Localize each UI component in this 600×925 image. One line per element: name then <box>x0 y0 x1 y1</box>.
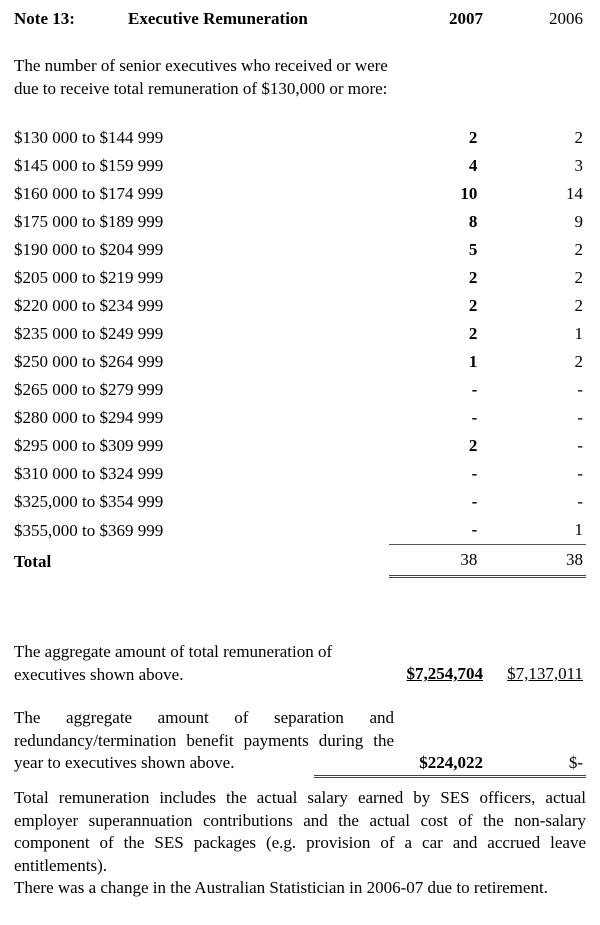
band-value-2006: - <box>577 408 583 427</box>
table-total-row <box>14 545 586 577</box>
table-row <box>14 404 586 432</box>
note-number-label: Note 13: <box>14 9 75 28</box>
band-value-2007: 2 <box>468 436 478 455</box>
band-value-2007: - <box>471 520 478 539</box>
closing-paragraph-1: Total remuneration includes the actual salary earned by SES officers, actual employer superannuation contributions and the actual cost of the non-salary component of the SES packages (e.g. provision of a car and accrued leave entitlements). <box>14 788 586 875</box>
column-header-2007: 2007 <box>449 9 483 28</box>
band-value-2007: - <box>471 464 478 483</box>
band-value-2006: - <box>577 492 583 511</box>
band-value-2007: - <box>471 380 478 399</box>
band-value-2006: 2 <box>574 296 583 315</box>
band-label: $250 000 to $264 999 <box>14 352 164 371</box>
aggregate-total-text: The aggregate amount of total remuneration of executives shown above. <box>14 642 333 684</box>
band-value-2006: 2 <box>574 240 583 259</box>
table-row <box>14 292 586 320</box>
note-header <box>14 8 586 32</box>
band-value-2007: 2 <box>468 128 478 147</box>
table-row <box>14 348 586 376</box>
band-value-2006: 9 <box>574 212 583 231</box>
aggregate-separation-2007: $224,022 <box>314 752 487 778</box>
band-label: $280 000 to $294 999 <box>14 408 164 427</box>
band-value-2006: 2 <box>574 128 583 147</box>
aggregate-separation-text: The aggregate amount of separation and redundancy/termination benefit payments during the year to executives shown above. <box>14 708 394 772</box>
band-value-2007: 2 <box>468 268 478 287</box>
table-row <box>14 264 586 292</box>
column-header-2006: 2006 <box>549 9 583 28</box>
total-label: Total <box>14 551 52 571</box>
band-value-2007: - <box>471 408 478 427</box>
band-value-2006: - <box>577 464 583 483</box>
table-row <box>14 124 586 152</box>
band-value-2007: 2 <box>468 296 478 315</box>
total-value-2006: 38 <box>481 545 586 577</box>
table-row <box>14 432 586 460</box>
band-label: $205 000 to $219 999 <box>14 268 164 287</box>
closing-paragraph-2: There was a change in the Australian Statistician in 2006-07 due to retirement. <box>14 878 548 897</box>
band-value-2006: 2 <box>574 352 583 371</box>
band-value-2006: - <box>577 380 583 399</box>
band-value-2006: 1 <box>574 520 583 539</box>
total-value-2007: 38 <box>389 545 482 577</box>
band-label: $310 000 to $324 999 <box>14 464 164 483</box>
band-value-2007: 10 <box>460 184 478 203</box>
band-value-2006: 14 <box>566 184 583 203</box>
band-value-2007: 2 <box>468 324 478 343</box>
band-label: $190 000 to $204 999 <box>14 240 164 259</box>
band-value-2006: 2 <box>574 268 583 287</box>
table-row <box>14 208 586 236</box>
band-label: $355,000 to $369 999 <box>14 520 164 540</box>
band-value-2007: 5 <box>468 240 478 259</box>
band-label: $325,000 to $354 999 <box>14 492 164 511</box>
band-table-body <box>14 124 586 577</box>
band-label: $130 000 to $144 999 <box>14 128 164 147</box>
band-label: $175 000 to $189 999 <box>14 212 164 231</box>
table-row <box>14 152 586 180</box>
page-title: Executive Remuneration <box>128 9 308 28</box>
band-label: $145 000 to $159 999 <box>14 156 164 175</box>
intro-paragraph: The number of senior executives who received or were due to receive total remuneration of $130,000 or more: <box>14 56 388 98</box>
band-value-2007: 8 <box>468 212 478 231</box>
band-label: $160 000 to $174 999 <box>14 184 164 203</box>
aggregate-separation-2006: $- <box>414 752 586 778</box>
band-value-2007: - <box>471 492 478 511</box>
band-label: $220 000 to $234 999 <box>14 296 164 315</box>
table-row <box>14 376 586 404</box>
table-row <box>14 180 586 208</box>
band-label: $295 000 to $309 999 <box>14 436 164 455</box>
table-row <box>14 488 586 516</box>
table-row <box>14 236 586 264</box>
table-row <box>14 516 586 545</box>
table-row <box>14 320 586 348</box>
band-label: $235 000 to $249 999 <box>14 324 164 343</box>
aggregate-total-2007: $7,254,704 <box>406 664 483 683</box>
table-row <box>14 460 586 488</box>
band-label: $265 000 to $279 999 <box>14 380 164 399</box>
band-value-2006: - <box>577 436 583 455</box>
band-value-2007: 1 <box>468 352 478 371</box>
band-value-2006: 3 <box>574 156 583 175</box>
band-value-2006: 1 <box>574 324 583 343</box>
aggregate-total-2006: $7,137,011 <box>507 664 583 683</box>
band-value-2007: 4 <box>468 156 478 175</box>
remuneration-band-table <box>14 124 586 578</box>
